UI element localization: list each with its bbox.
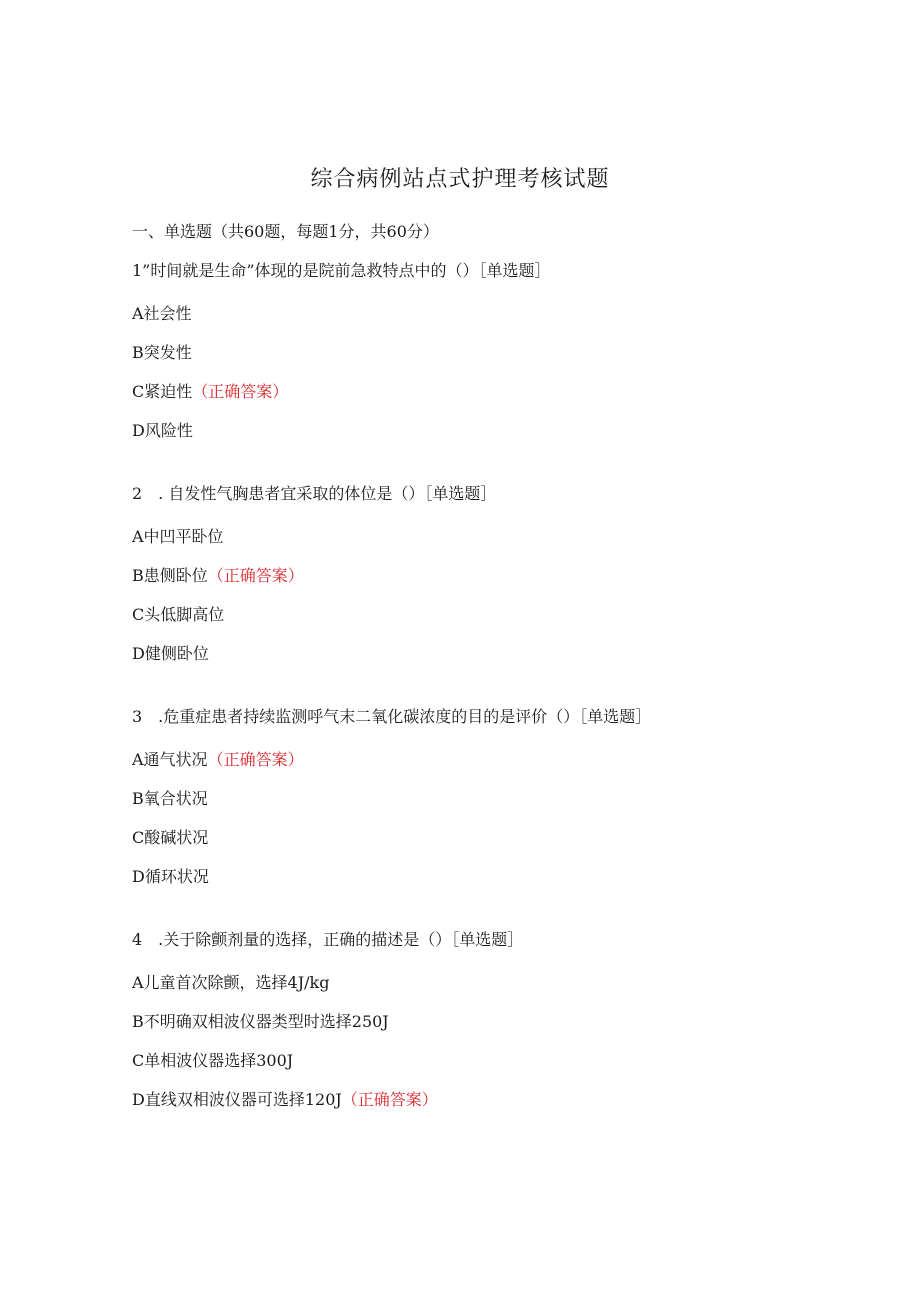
option-b (132, 1010, 852, 1034)
question-1 (132, 259, 852, 443)
option-text: A儿童首次除颤，选择4J/kg (132, 973, 330, 992)
option-d (132, 1088, 852, 1112)
option-a (132, 525, 852, 549)
page-title: 综合病例站点式护理考核试题 (310, 167, 610, 192)
question-4 (132, 928, 852, 1112)
option-b (132, 341, 852, 365)
section-heading: 一、单选题（共60题，每题1分，共60分） (132, 222, 439, 241)
correct-answer-tag: （正确答案） (192, 382, 289, 401)
option-text: C单相波仪器选择300J (132, 1051, 294, 1070)
option-text: B氧合状况 (132, 789, 208, 808)
option-text: B患侧卧位 (132, 566, 208, 585)
question-stem: 1”时间就是生命”体现的是院前急救特点中的（）［单选题］ (132, 261, 551, 280)
option-text: A通气状况 (132, 750, 208, 769)
option-a (132, 302, 852, 326)
option-d (132, 642, 852, 666)
option-c (132, 826, 852, 850)
option-d (132, 419, 852, 443)
correct-answer-tag: （正确答案） (207, 750, 304, 769)
option-text: A中凹平卧位 (132, 527, 224, 546)
option-a (132, 748, 852, 772)
question-stem: 3 .危重症患者持续监测呼气末二氧化碳浓度的目的是评价（）［单选题］ (132, 707, 652, 726)
option-b (132, 564, 852, 588)
option-text: D健侧卧位 (132, 644, 209, 663)
option-text: C酸碱状况 (132, 828, 209, 847)
option-text: C紧迫性 (132, 382, 193, 401)
option-d (132, 865, 852, 889)
option-c (132, 1049, 852, 1073)
option-text: D循环状况 (132, 867, 209, 886)
option-a (132, 971, 852, 995)
question-stem: 4 .关于除颤剂量的选择，正确的描述是（）［单选题］ (132, 930, 524, 949)
option-b (132, 787, 852, 811)
option-text: D风险性 (132, 421, 193, 440)
option-text: B不明确双相波仪器类型时选择250J (132, 1012, 389, 1031)
correct-answer-tag: （正确答案） (207, 566, 304, 585)
option-text: C头低脚高位 (132, 605, 225, 624)
correct-answer-tag: （正确答案） (341, 1090, 438, 1109)
question-stem: 2 . 自发性气胸患者宜采取的体位是（）［单选题］ (132, 484, 497, 503)
option-text: B突发性 (132, 343, 192, 362)
option-text: D直线双相波仪器可选择120J (132, 1090, 342, 1109)
option-c (132, 603, 852, 627)
option-c (132, 380, 852, 404)
question-3 (132, 705, 852, 889)
option-text: A社会性 (132, 304, 192, 323)
question-2 (132, 482, 852, 666)
